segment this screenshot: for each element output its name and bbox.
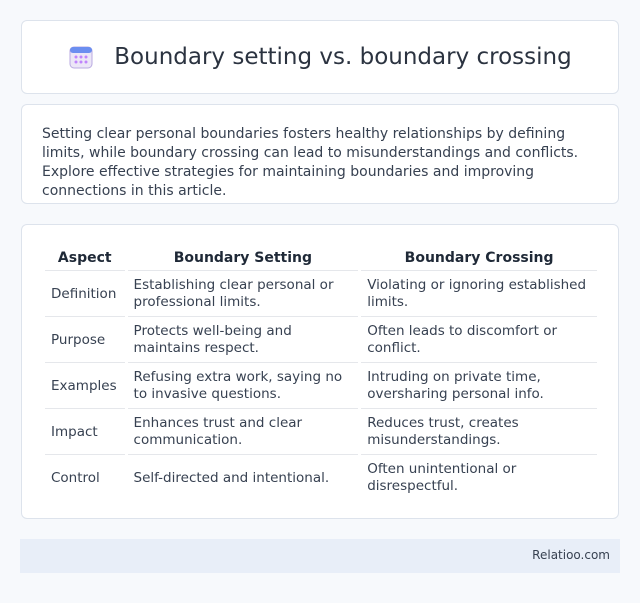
boundary-crossing-cell: Reduces trust, creates misunderstandings.: [361, 409, 597, 455]
boundary-crossing-cell: Violating or ignoring established limits.: [361, 271, 597, 317]
table-header-row: [45, 245, 597, 271]
column-header-boundary-setting: Boundary Setting: [128, 245, 359, 271]
table-row: [45, 363, 597, 409]
boundary-crossing-cell: Intruding on private time, oversharing personal info.: [361, 363, 597, 409]
boundary-crossing-cell: Often unintentional or disrespectful.: [367, 461, 517, 494]
intro-paragraph: Setting clear personal boundaries fosters healthy relationships by defining limits, while boundary crossing can lead to misunderstandings and conflicts. Explore effective strategies for maintaining boundaries and improving connections in this article.: [42, 126, 579, 199]
title-card: [21, 20, 619, 94]
boundary-setting-cell: Self-directed and intentional.: [133, 469, 330, 486]
aspect-cell: Examples: [45, 363, 125, 409]
boundary-setting-cell: Protects well-being and maintains respect.: [128, 317, 359, 363]
aspect-cell: Impact: [45, 409, 125, 455]
comparison-table: [42, 245, 600, 500]
boundary-setting-cell: Establishing clear personal or professional limits.: [128, 271, 359, 317]
column-header-aspect: Aspect: [45, 245, 125, 271]
aspect-cell: Purpose: [45, 317, 125, 363]
table-row: [45, 271, 597, 317]
table-row: [45, 317, 597, 363]
calendar-icon: [68, 44, 94, 70]
boundary-setting-cell: Enhances trust and clear communication.: [128, 409, 359, 455]
aspect-cell: Definition: [45, 271, 125, 317]
page-title: Boundary setting vs. boundary crossing: [114, 44, 572, 70]
boundary-crossing-cell: Often leads to discomfort or conflict.: [361, 317, 597, 363]
footer-site-name: Relatioo.com: [532, 548, 610, 562]
aspect-cell: Control: [51, 469, 100, 486]
table-row: [45, 409, 597, 455]
table-row: [45, 455, 597, 500]
footer: [20, 539, 620, 573]
boundary-setting-cell: Refusing extra work, saying no to invasive questions.: [128, 363, 359, 409]
column-header-boundary-crossing: Boundary Crossing: [361, 245, 597, 271]
comparison-card: [21, 224, 619, 519]
intro-card: [21, 104, 619, 204]
